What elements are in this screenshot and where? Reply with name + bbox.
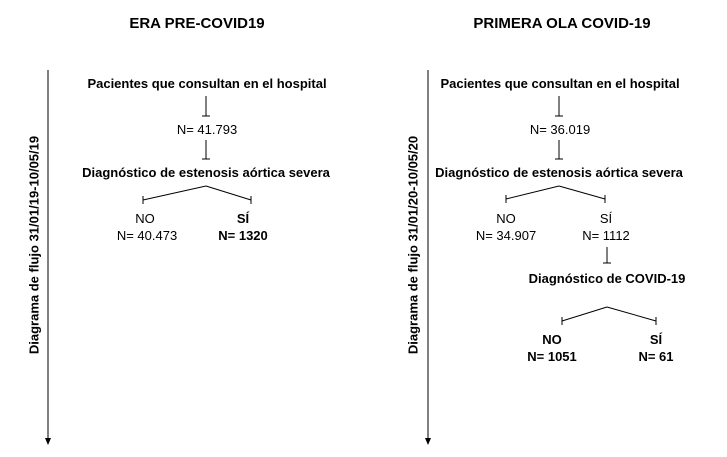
right-no-count: N= 34.907 [475, 228, 537, 243]
left-no-count: N= 40.473 [116, 228, 178, 243]
right-covid-no-count: N= 1051 [527, 349, 577, 364]
right-no-label: NO [496, 211, 516, 226]
right-branch-yes [559, 186, 605, 199]
left-yes-label: SÍ [236, 211, 250, 226]
right-covid-branch-no [562, 307, 607, 321]
right-covid-branch-yes [607, 307, 656, 321]
left-section-header: ERA PRE-COVID19 [129, 15, 265, 32]
left-diagnosis-node: Diagnóstico de estenosis aórtica severa [82, 165, 330, 180]
right-patients-count: N= 36.019 [529, 122, 591, 137]
right-covid-diagnosis-node: Diagnóstico de COVID-19 [528, 271, 686, 286]
left-branch-yes [206, 186, 251, 200]
left-timeline-arrowhead [45, 438, 51, 445]
left-timeline-label: Diagrama de flujo 31/01/19-10/05/19 [26, 135, 42, 355]
right-branch-no [506, 186, 559, 199]
right-covid-yes-label: SÍ [649, 332, 663, 347]
left-yes-count: N= 1320 [218, 228, 268, 243]
left-patients-node: Pacientes que consultan en el hospital [87, 76, 327, 91]
left-patients-count: N= 41.793 [176, 122, 238, 137]
right-timeline-label: Diagrama de flujo 31/01/20-10/05/20 [405, 135, 421, 355]
left-branch-no [143, 186, 206, 200]
right-section-header: PRIMERA OLA COVID-19 [473, 15, 651, 32]
right-patients-node: Pacientes que consultan en el hospital [440, 76, 680, 91]
right-covid-yes-count: N= 61 [638, 349, 674, 364]
right-yes-count: N= 1112 [582, 228, 630, 243]
right-covid-no-label: NO [542, 332, 562, 347]
right-diagnosis-node: Diagnóstico de estenosis aórtica severa [435, 165, 683, 180]
right-yes-label: SÍ [599, 211, 613, 226]
right-timeline-arrowhead [425, 438, 431, 445]
left-no-label: NO [135, 211, 155, 226]
